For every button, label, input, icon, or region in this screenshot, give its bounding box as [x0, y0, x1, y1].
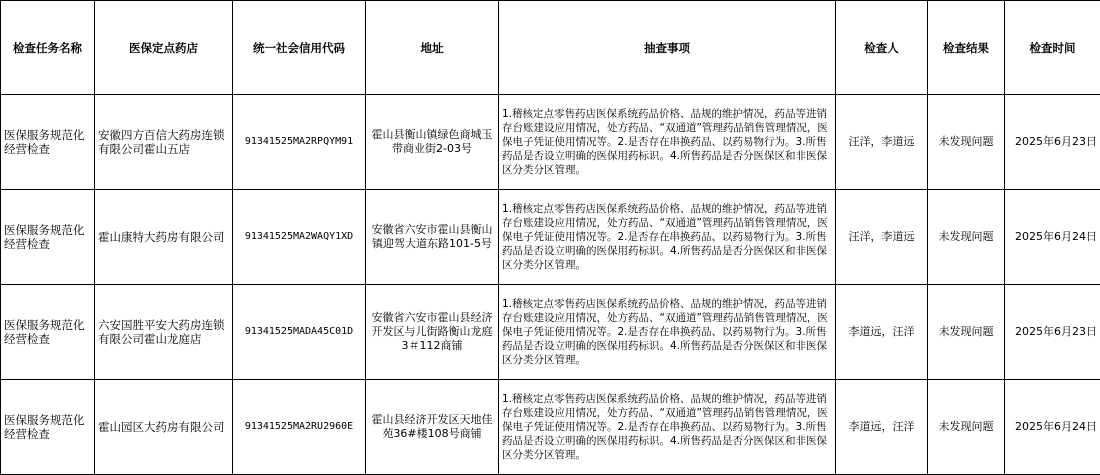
- header-row: [1, 1, 1100, 95]
- task-cell: 医保服务规范化经营检查: [1, 285, 95, 380]
- table-row: [1, 190, 1100, 285]
- store-cell: 霍山园区大药房有限公司: [95, 380, 233, 475]
- store-cell: 六安国胜平安大药房连锁有限公司霍山龙庭店: [95, 285, 233, 380]
- store-cell: 安徽四方百信大药房连锁有限公司霍山五店: [95, 95, 233, 190]
- header-code: 统一社会信用代码: [233, 1, 366, 95]
- header-items: 抽查事项: [499, 1, 836, 95]
- items-cell: 1.稽核定点零售药店医保系统药品价格、品规的维护情况，药品等进销存台账建设应用情况，处方药品、“双通道”管理药品销售管理情况，医保电子凭证使用情况等。2.是否存在串换药品、以药易物行为。3.所售药品是否设立明确的医保用药标识。4.所售药品是否分医保区和非医保区分类分区管理。: [499, 190, 836, 285]
- result-cell: 未发现问题: [928, 190, 1005, 285]
- table-row: [1, 285, 1100, 380]
- date-cell: 2025年6月23日: [1005, 285, 1100, 380]
- inspector-cell: 汪洋，李道远: [836, 190, 928, 285]
- date-cell: 2025年6月24日: [1005, 380, 1100, 475]
- task-cell: 医保服务规范化经营检查: [1, 380, 95, 475]
- inspector-cell: 汪洋，李道远: [836, 95, 928, 190]
- date-cell: 2025年6月23日: [1005, 95, 1100, 190]
- table-row: [1, 380, 1100, 475]
- address-cell: 霍山县衡山镇绿色商城玉带商业街2-03号: [366, 95, 499, 190]
- date-cell: 2025年6月24日: [1005, 190, 1100, 285]
- items-cell: 1.稽核定点零售药店医保系统药品价格、品规的维护情况，药品等进销存台账建设应用情况，处方药品、“双通道”管理药品销售管理情况，医保电子凭证使用情况等。2.是否存在串换药品、以药易物行为。3.所售药品是否设立明确的医保用药标识。4.所售药品是否分医保区和非医保区分类分区管理。: [499, 285, 836, 380]
- store-cell: 霍山康特大药房有限公司: [95, 190, 233, 285]
- header-address: 地址: [366, 1, 499, 95]
- inspector-cell: 李道远，汪洋: [836, 380, 928, 475]
- items-cell: 1.稽核定点零售药店医保系统药品价格、品规的维护情况，药品等进销存台账建设应用情况，处方药品、“双通道”管理药品销售管理情况，医保电子凭证使用情况等。2.是否存在串换药品、以药易物行为。3.所售药品是否设立明确的医保用药标识。4.所售药品是否分医保区和非医保区分类分区管理。: [499, 380, 836, 475]
- header-store: 医保定点药店: [95, 1, 233, 95]
- code-cell: 91341525MADA45C01D: [233, 285, 366, 380]
- task-cell: 医保服务规范化经营检查: [1, 95, 95, 190]
- address-cell: 安徽省六安市霍山县经济开发区与儿街路衡山龙庭3＃112商铺: [366, 285, 499, 380]
- result-cell: 未发现问题: [928, 285, 1005, 380]
- task-cell: 医保服务规范化经营检查: [1, 190, 95, 285]
- result-cell: 未发现问题: [928, 95, 1005, 190]
- code-cell: 91341525MA2WAQY1XD: [233, 190, 366, 285]
- header-date: 检查时间: [1005, 1, 1100, 95]
- code-cell: 91341525MA2RU2960E: [233, 380, 366, 475]
- address-cell: 霍山县经济开发区天地佳苑36#楼108号商铺: [366, 380, 499, 475]
- result-cell: 未发现问题: [928, 380, 1005, 475]
- code-cell: 91341525MA2RPQYM91: [233, 95, 366, 190]
- header-result: 检查结果: [928, 1, 1005, 95]
- table-row: [1, 95, 1100, 190]
- header-task: 检查任务名称: [1, 1, 95, 95]
- header-inspector: 检查人: [836, 1, 928, 95]
- inspector-cell: 李道远，汪洋: [836, 285, 928, 380]
- items-cell: 1.稽核定点零售药店医保系统药品价格、品规的维护情况，药品等进销存台账建设应用情况，处方药品、“双通道”管理药品销售管理情况，医保电子凭证使用情况等。2.是否存在串换药品、以药易物行为。3.所售药品是否设立明确的医保用药标识。4.所售药品是否分医保区和非医保区分类分区管理。: [499, 95, 836, 190]
- address-cell: 安徽省六安市霍山县衡山镇迎驾大道东路101-5号: [366, 190, 499, 285]
